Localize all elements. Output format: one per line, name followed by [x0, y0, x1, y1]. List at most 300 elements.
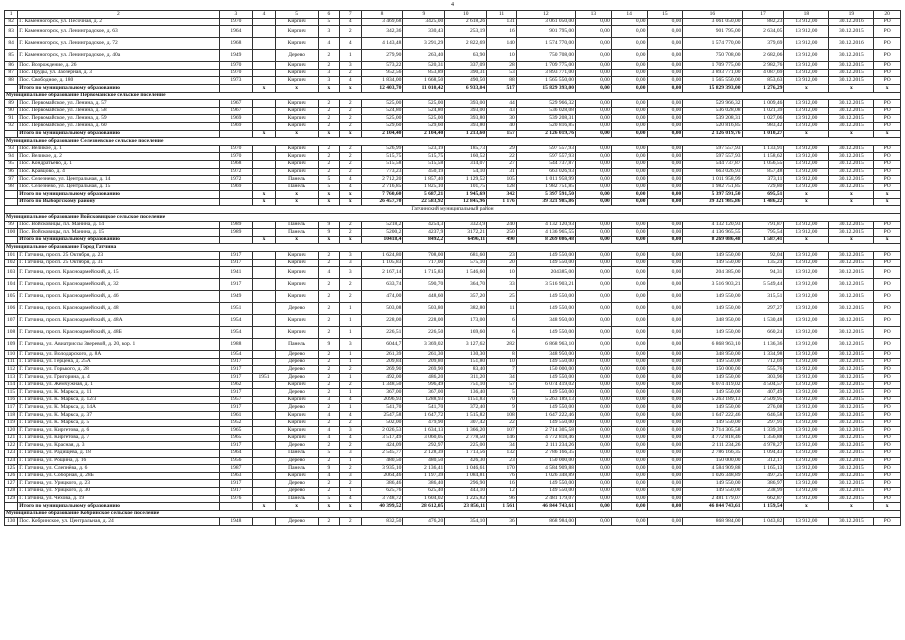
cell: 0,00 — [576, 221, 612, 229]
cell: 5 263 189,13 — [516, 396, 575, 404]
cell: 544 737,87 — [516, 160, 575, 168]
cell: 4 — [318, 411, 339, 419]
cell: 0,00 — [576, 50, 612, 62]
cell: 0,00 — [611, 84, 647, 92]
cell: 3 — [340, 427, 361, 435]
cell: 13 912,00 — [784, 145, 829, 153]
cell: 30.12.2015 — [829, 267, 874, 279]
cell: 124 — [5, 457, 18, 465]
cell: 30.12.2015 — [829, 480, 874, 488]
cell: 1 634,13 — [403, 427, 445, 435]
section-row — [5, 214, 901, 222]
table-row — [5, 389, 901, 397]
cell: РО — [874, 62, 901, 70]
cell: 0,00 — [576, 291, 612, 303]
cell: РО — [874, 100, 901, 108]
district-row — [5, 206, 901, 214]
cell: 33 — [487, 279, 517, 291]
cell: 0,00 — [611, 191, 647, 199]
cell: РО — [874, 404, 901, 412]
cell: Пос. Великое, д. 1 — [18, 145, 219, 153]
cell: 1973 — [219, 77, 253, 85]
cell: х — [874, 130, 901, 138]
cell: 1954 — [219, 315, 253, 327]
cell: 0,00 — [576, 457, 612, 465]
cell: 367,00 — [403, 389, 445, 397]
total-row — [5, 236, 901, 244]
cell: 1961 — [219, 411, 253, 419]
cell: 1 165,13 — [742, 465, 784, 473]
cell: 1969 — [219, 183, 253, 191]
cell: 407,49 — [742, 389, 784, 397]
cell: 107 — [487, 427, 517, 435]
cell: 13 912,00 — [784, 160, 829, 168]
cell: Пос. Первомайское, ул. Ленина, д. 58 — [18, 107, 219, 115]
cell: 13 912,00 — [784, 381, 829, 389]
cell: 0,00 — [576, 381, 612, 389]
cell: 151,80 — [445, 358, 487, 366]
cell: 6 868 963,10 — [516, 339, 575, 351]
cell: 525,00 — [403, 115, 445, 123]
cell — [253, 77, 275, 85]
cell: 0,00 — [611, 351, 647, 359]
cell: 1 094,43 — [742, 449, 784, 457]
cell: Панель — [275, 449, 318, 457]
cell: 0,00 — [647, 107, 683, 115]
cell: 525,00 — [403, 100, 445, 108]
cell — [253, 411, 275, 419]
cell: 0,00 — [611, 198, 647, 206]
cell: 16 — [487, 26, 517, 38]
table-row — [5, 358, 901, 366]
cell: 1 647,72 — [403, 411, 445, 419]
cell: 0,00 — [576, 396, 612, 404]
cell: 3 — [340, 267, 361, 279]
table-row — [5, 69, 901, 77]
cell: 1941 — [219, 267, 253, 279]
cell: 3172,21 — [445, 229, 487, 237]
cell: 204385,00 — [516, 267, 575, 279]
cell: Дерево — [275, 374, 318, 382]
cell: Пос. Возрождение, д. 26 — [18, 62, 219, 70]
table-row — [5, 419, 901, 427]
cell: Дерево — [275, 50, 318, 62]
cell: 0,00 — [647, 38, 683, 50]
cell: 1 486,22 — [742, 198, 784, 206]
cell: 30.12.2015 — [829, 495, 874, 503]
cell: 386,46 — [361, 480, 403, 488]
cell: Г. Гатчина, ул. Урицкого, д. 30 — [18, 487, 219, 495]
cell: 0,00 — [647, 50, 683, 62]
cell: 9 — [318, 229, 339, 237]
cell: 348 950,00 — [683, 315, 742, 327]
cell: 135,24 — [742, 259, 784, 267]
cell: 146 — [487, 434, 517, 442]
cell: 0,00 — [647, 18, 683, 26]
cell: 150 000,00 — [683, 366, 742, 374]
cell: 250 — [487, 229, 517, 237]
table-row — [5, 381, 901, 389]
cell: РО — [874, 351, 901, 359]
cell: 106 — [5, 303, 18, 315]
cell: 112 — [5, 366, 18, 374]
cell: 681,60 — [445, 252, 487, 260]
cell: 13 912,00 — [784, 487, 829, 495]
cell: 2 714 305,58 — [683, 427, 742, 435]
cell: 6 074 419,02 — [683, 381, 742, 389]
cell: 390,31 — [445, 69, 487, 77]
cell: РО — [874, 279, 901, 291]
cell: 0,00 — [647, 259, 683, 267]
table-row — [5, 160, 901, 168]
cell: 30.12.2015 — [829, 160, 874, 168]
cell: 1 604,02 — [403, 495, 445, 503]
cell: 1 026 348,89 — [516, 472, 575, 480]
cell: 82 — [5, 18, 18, 26]
cell: Кирпич — [275, 411, 318, 419]
cell: Кирпич — [275, 69, 318, 77]
cell: 536 028,08 — [683, 107, 742, 115]
cell: 0,00 — [611, 236, 647, 244]
cell: РО — [874, 457, 901, 465]
cell: 30.12.2016 — [829, 18, 874, 26]
cell: 443,10 — [445, 487, 487, 495]
cell: 1 213,60 — [445, 130, 487, 138]
cell — [253, 480, 275, 488]
cell: 751,10 — [445, 381, 487, 389]
cell: 10 — [487, 358, 517, 366]
cell: 497,25 — [742, 472, 784, 480]
cell: 0,00 — [647, 221, 683, 229]
cell: 0,00 — [647, 183, 683, 191]
cell: 4 — [318, 472, 339, 480]
cell: 31 — [487, 168, 517, 176]
cell: 1 — [340, 358, 361, 366]
cell: РО — [874, 259, 901, 267]
cell: 110 — [5, 351, 18, 359]
cell: РО — [874, 107, 901, 115]
cell: 30.12.2015 — [829, 183, 874, 191]
cell: 132 — [487, 449, 517, 457]
cell: 315,51 — [742, 291, 784, 303]
cell: 93 — [5, 145, 18, 153]
cell: Пос. Первомайское, ул. Ленина, д. 60 — [18, 122, 219, 130]
cell: 0,00 — [611, 374, 647, 382]
cell: Пос. Селезнево, ул. Центральная, д. 15 — [18, 183, 219, 191]
cell: РО — [874, 419, 901, 427]
cell: 13 912,00 — [784, 100, 829, 108]
cell — [253, 267, 275, 279]
cell: 0,00 — [647, 62, 683, 70]
cell: 750 708,00 — [683, 50, 742, 62]
cell: 0,00 — [576, 229, 612, 237]
cell: 30.12.2015 — [829, 229, 874, 237]
cell: 712,69 — [742, 358, 784, 366]
cell: х — [275, 191, 318, 199]
cell: 0,00 — [576, 303, 612, 315]
cell: 30.12.2015 — [829, 122, 874, 130]
cell: 2064,46 — [361, 472, 403, 480]
cell: 125 — [5, 465, 18, 473]
cell: 0,00 — [576, 404, 612, 412]
cell: Кирпич — [275, 291, 318, 303]
cell: РО — [874, 381, 901, 389]
cell: 853,63 — [742, 77, 784, 85]
cell: 1956 — [219, 457, 253, 465]
table-row — [5, 434, 901, 442]
cell: х — [318, 84, 339, 92]
cell: 0,00 — [647, 381, 683, 389]
cell: 4 978,27 — [742, 442, 784, 450]
cell: РО — [874, 442, 901, 450]
cell: 1 715,83 — [403, 267, 445, 279]
cell: 30.12.2015 — [829, 449, 874, 457]
cell: 1 — [340, 50, 361, 62]
cell: 1976 — [219, 495, 253, 503]
table-row — [5, 427, 901, 435]
column-number: 13 — [576, 11, 612, 19]
cell: 1949 — [219, 50, 253, 62]
cell: 297,91 — [742, 419, 784, 427]
cell: 348 950,00 — [516, 315, 575, 327]
cell: 4254,3 — [403, 221, 445, 229]
cell: 393,00 — [445, 107, 487, 115]
cell: 503,80 — [403, 303, 445, 315]
cell: 486,20 — [403, 374, 445, 382]
cell: 515,75 — [361, 153, 403, 161]
cell: 30.12.2015 — [829, 115, 874, 123]
cell — [253, 518, 275, 526]
cell: 13 912,00 — [784, 472, 829, 480]
cell: 2 786 166,35 — [516, 449, 575, 457]
district-title: Гатчинский муниципальный район — [5, 206, 901, 214]
cell: РО — [874, 518, 901, 526]
cell: 0,00 — [576, 419, 612, 427]
cell: 13 912,00 — [784, 122, 829, 130]
cell: 0,00 — [611, 259, 647, 267]
cell: 1970 — [219, 145, 253, 153]
cell — [219, 198, 253, 206]
cell: 625,40 — [403, 487, 445, 495]
cell: 95 — [5, 160, 18, 168]
cell: 901 795,00 — [683, 26, 742, 38]
cell: РО — [874, 183, 901, 191]
cell: 3 748,72 — [361, 495, 403, 503]
cell: 882,23 — [742, 18, 784, 26]
cell: РО — [874, 480, 901, 488]
cell: 105 — [487, 176, 517, 184]
cell — [253, 100, 275, 108]
cell — [253, 427, 275, 435]
cell: Пос. Пруды, ул. Заозерная, д. 3 — [18, 69, 219, 77]
cell: 30.12.2015 — [829, 366, 874, 374]
cell — [219, 84, 253, 92]
cell: 539 208,31 — [683, 115, 742, 123]
cell: 1954 — [219, 327, 253, 339]
cell: 13 912,00 — [784, 50, 829, 62]
cell: 29 — [487, 145, 517, 153]
cell: 424,09 — [361, 442, 403, 450]
table-row — [5, 279, 901, 291]
cell — [5, 198, 18, 206]
cell: 0,00 — [576, 327, 612, 339]
cell: х — [874, 236, 901, 244]
cell — [5, 191, 18, 199]
cell: 303,96 — [742, 374, 784, 382]
cell: 1969 — [219, 122, 253, 130]
cell: 88 — [487, 77, 517, 85]
cell: 0,00 — [611, 366, 647, 374]
cell: 149 550,00 — [683, 259, 742, 267]
cell: 597 557,93 — [516, 145, 575, 153]
cell: 2 — [318, 327, 339, 339]
cell: 1989 — [219, 229, 253, 237]
cell: 2 — [318, 389, 339, 397]
cell: 357,20 — [445, 291, 487, 303]
cell: Кирпич — [275, 434, 318, 442]
cell: 0,00 — [611, 115, 647, 123]
cell: 0,00 — [611, 381, 647, 389]
cell: Г. Гатчина, просп. Красноармейский, д. 32 — [18, 279, 219, 291]
table-row — [5, 259, 901, 267]
cell: 4 — [340, 183, 361, 191]
table-row — [5, 100, 901, 108]
cell: 0,00 — [611, 518, 647, 526]
cell: Г. Гатчина, ул. Авиатриссы Зверевой, д. 20, кор. 1 — [18, 339, 219, 351]
cell: 0,00 — [611, 221, 647, 229]
cell: 1 105,83 — [361, 259, 403, 267]
cell: 13 912,00 — [784, 252, 829, 260]
cell: 4 — [340, 434, 361, 442]
cell: 92,04 — [742, 252, 784, 260]
cell: РО — [874, 176, 901, 184]
cell: 0,00 — [647, 176, 683, 184]
cell: 1967 — [219, 100, 253, 108]
cell: 597 557,93 — [516, 153, 575, 161]
cell: 0,00 — [576, 176, 612, 184]
cell: 2 — [318, 279, 339, 291]
cell: 0,00 — [576, 389, 612, 397]
column-number: 11 — [487, 11, 517, 19]
cell: 337,09 — [445, 62, 487, 70]
cell: 0,00 — [576, 198, 612, 206]
cell: 225,00 — [445, 442, 487, 450]
cell: 0,00 — [611, 153, 647, 161]
total-row — [5, 84, 901, 92]
cell: 0,00 — [647, 122, 683, 130]
cell: 2 — [318, 168, 339, 176]
cell: Кирпич — [275, 279, 318, 291]
cell: 3 291,29 — [403, 38, 445, 50]
cell: х — [318, 198, 339, 206]
cell: Г. Гатчина, просп. 25 Октября, д. 23 — [18, 252, 219, 260]
cell: 364,70 — [445, 279, 487, 291]
cell: Г. Гатчина, просп. 25 Октября, д. 31 — [18, 259, 219, 267]
cell: 13 912,00 — [784, 26, 829, 38]
cell: 1969 — [219, 115, 253, 123]
cell: Пос. Первомайское, ул. Ленина, д. 57 — [18, 100, 219, 108]
cell: х — [829, 503, 874, 511]
table-row — [5, 404, 901, 412]
cell: 13 912,00 — [784, 449, 829, 457]
cell — [253, 50, 275, 62]
cell: 0,00 — [647, 442, 683, 450]
cell: 0,00 — [647, 389, 683, 397]
cell: 12 845,96 — [445, 198, 487, 206]
cell: 0,00 — [611, 396, 647, 404]
cell: 311,20 — [445, 374, 487, 382]
cell: Г. Гатчина, ул. Жемчужная, д. 1 — [18, 381, 219, 389]
cell: 40 — [487, 122, 517, 130]
cell — [253, 404, 275, 412]
cell: 541,70 — [403, 404, 445, 412]
cell: Дерево — [275, 457, 318, 465]
cell: Кирпич — [275, 38, 318, 50]
cell: 0,00 — [576, 503, 612, 511]
cell: 0,00 — [611, 303, 647, 315]
cell: Дерево — [275, 389, 318, 397]
cell: 0,00 — [576, 315, 612, 327]
cell: 2 167,14 — [361, 267, 403, 279]
cell: 2 — [318, 358, 339, 366]
cell: 96 — [5, 168, 18, 176]
cell: 0,00 — [611, 427, 647, 435]
cell: 0,00 — [576, 434, 612, 442]
table-row — [5, 107, 901, 115]
cell: 6 933,04 — [445, 84, 487, 92]
cell: 282 — [487, 339, 517, 351]
cell: 30.12.2015 — [829, 145, 874, 153]
cell: 0,00 — [647, 198, 683, 206]
cell: х — [253, 130, 275, 138]
cell: 30.12.2016 — [829, 38, 874, 50]
cell: 2 — [340, 69, 361, 77]
cell: 149 550,00 — [683, 480, 742, 488]
cell: 8 — [487, 351, 517, 359]
section-title: Муниципальное образование Войсковицкое сельское поселение — [5, 214, 901, 222]
cell — [253, 107, 275, 115]
cell: 2 104,40 — [403, 130, 445, 138]
cell: Кирпич — [275, 381, 318, 389]
cell: 90 — [5, 107, 18, 115]
cell: 8 269 086,48 — [683, 236, 742, 244]
cell: 2 — [318, 122, 339, 130]
cell: 1970 — [219, 18, 253, 26]
cell: 28 612,05 — [403, 503, 445, 511]
cell: РО — [874, 472, 901, 480]
cell: 1968 — [219, 160, 253, 168]
cell: 209,80 — [403, 358, 445, 366]
cell: 13 912,00 — [784, 153, 829, 161]
cell: 30.12.2015 — [829, 442, 874, 450]
table-row — [5, 122, 901, 130]
cell: 523,19 — [403, 145, 445, 153]
cell: 0,00 — [647, 465, 683, 473]
cell: 0,00 — [647, 374, 683, 382]
cell: 1 982 751,85 — [683, 183, 742, 191]
cell: РО — [874, 396, 901, 404]
cell: 30.12.2015 — [829, 100, 874, 108]
cell: 1 348,50 — [361, 381, 403, 389]
table-row — [5, 115, 901, 123]
cell: РО — [874, 449, 901, 457]
cell: 0,00 — [647, 427, 683, 435]
cell: 292,97 — [403, 442, 445, 450]
cell: 30.12.2015 — [829, 291, 874, 303]
cell: 149 550,00 — [516, 303, 575, 315]
cell: 0,00 — [611, 183, 647, 191]
cell: 149 550,00 — [683, 374, 742, 382]
